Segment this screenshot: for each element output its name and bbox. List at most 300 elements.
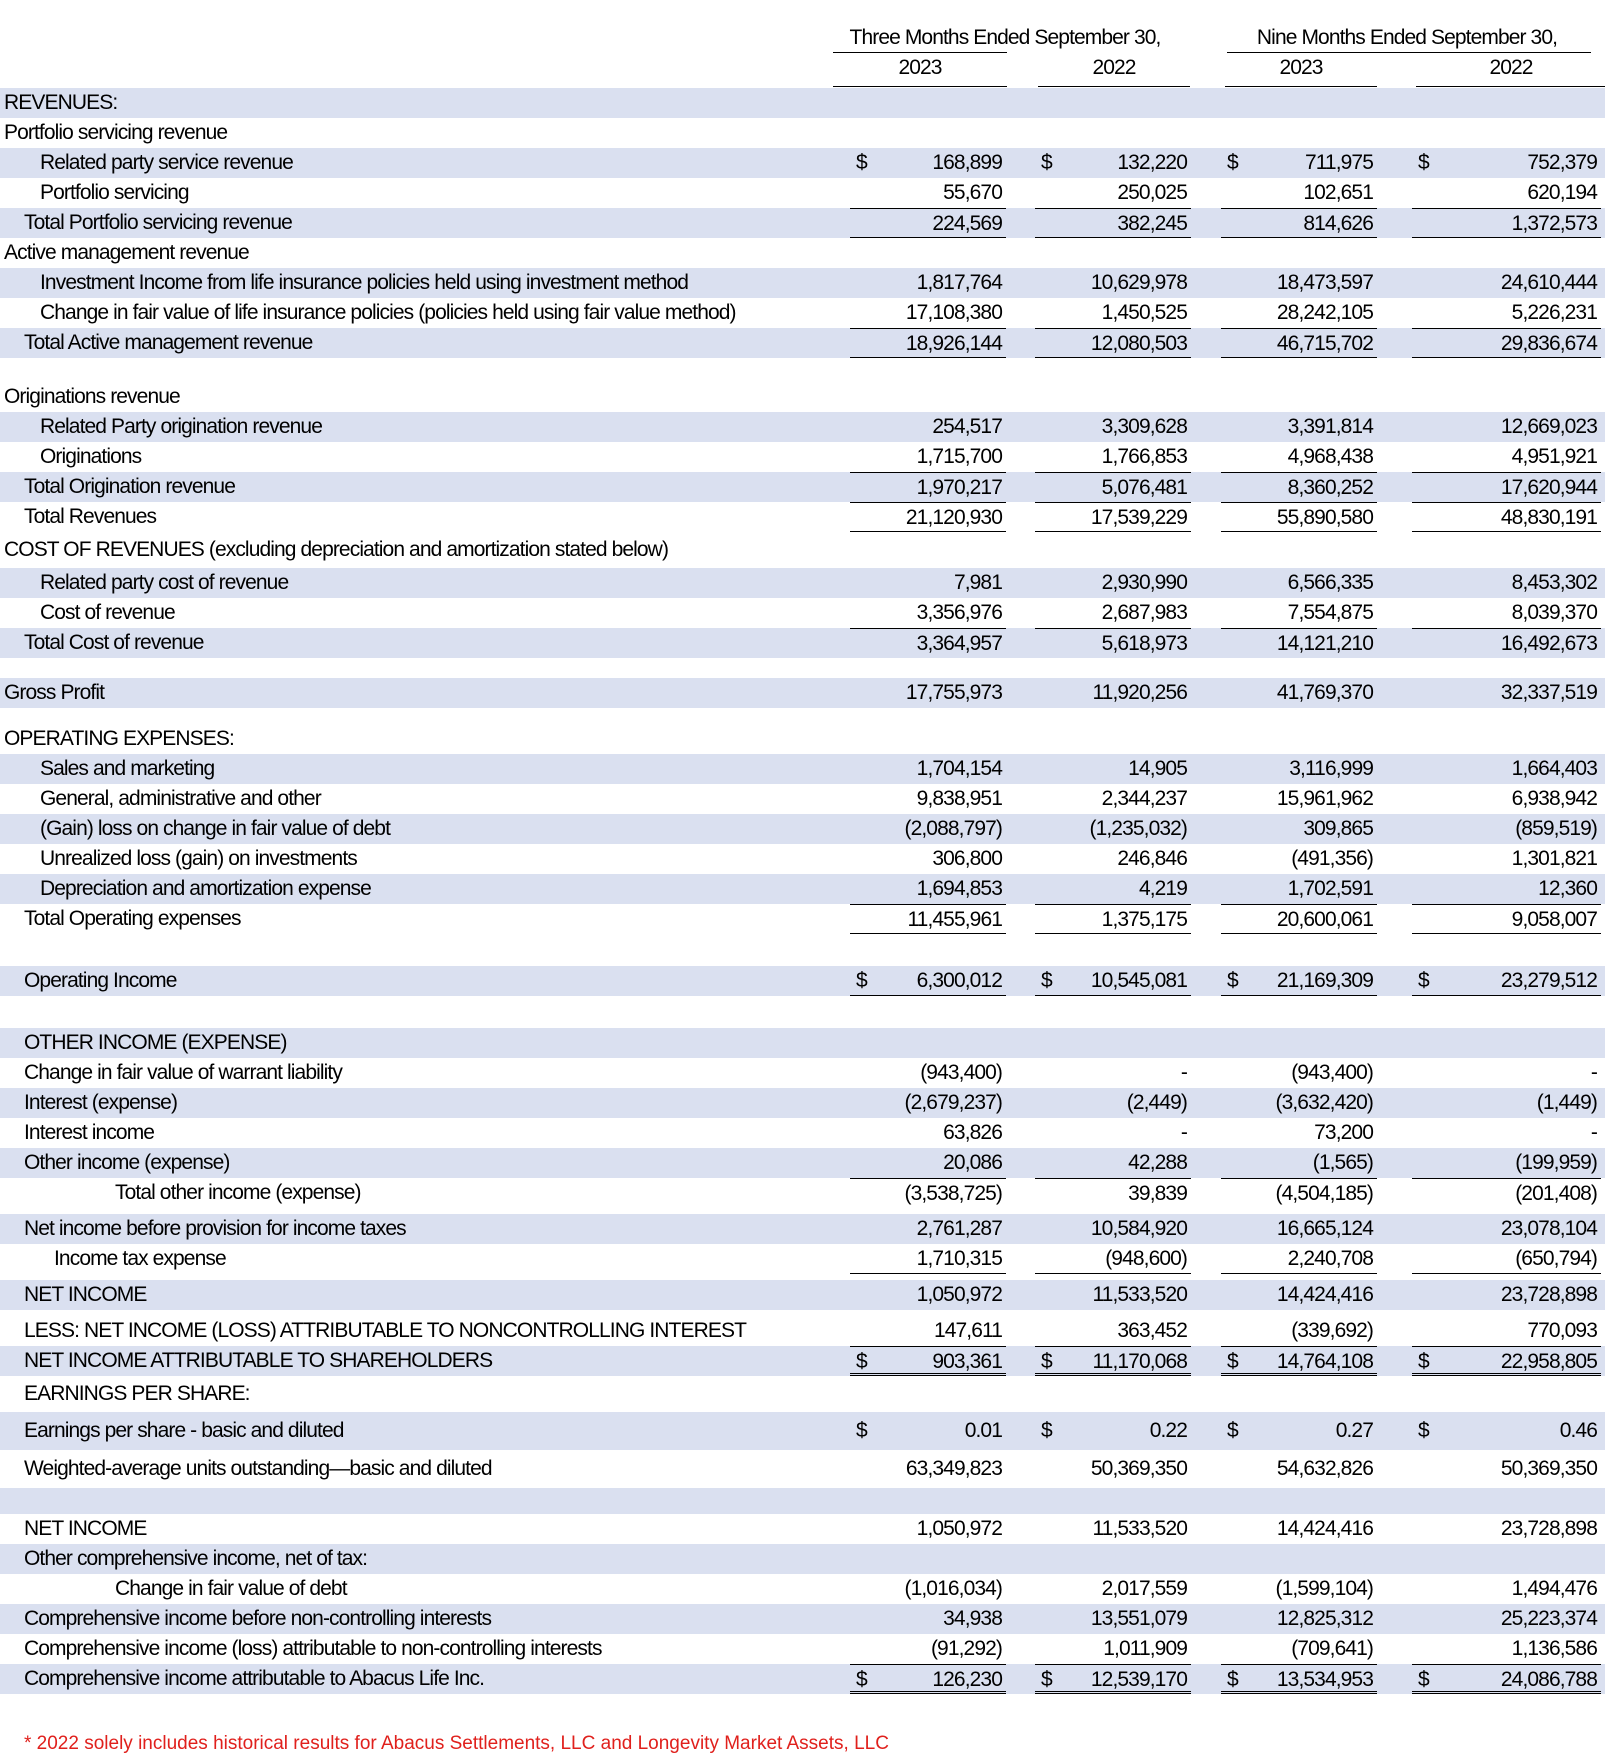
row-label: Total Active management revenue (24, 331, 313, 354)
cell-value: 10,629,978 (1090, 271, 1187, 294)
value-cell (1412, 442, 1601, 472)
value-cell (850, 1574, 1006, 1604)
cell-value: 1,702,591 (1287, 877, 1373, 900)
value-cell (1035, 1514, 1191, 1544)
cell-value: (1,235,032) (1089, 817, 1187, 840)
statement-row (0, 1244, 1605, 1274)
value-cell (1412, 568, 1601, 598)
statement-row (0, 1058, 1605, 1088)
value-cell (850, 178, 1006, 208)
row-label: Total Revenues (24, 505, 157, 528)
cell-value: 8,360,252 (1287, 476, 1373, 499)
header-year: 2022 (1092, 56, 1136, 79)
cell-value: 12,825,312 (1276, 1607, 1373, 1630)
cell-value: 6,566,335 (1287, 571, 1373, 594)
value-cell (1412, 1214, 1601, 1244)
value-cell (850, 754, 1006, 784)
cell-value: 16,492,673 (1500, 632, 1597, 655)
cell-value: (339,692) (1291, 1319, 1373, 1342)
cell-value: 18,473,597 (1276, 271, 1373, 294)
value-cell (1035, 678, 1191, 708)
value-cell (850, 412, 1006, 442)
cell-value: 12,080,503 (1090, 332, 1187, 355)
statement-row (0, 328, 1605, 358)
cell-value: 1,694,853 (916, 877, 1002, 900)
cell-value: 18,926,144 (905, 332, 1002, 355)
cell-value: 21,120,930 (905, 506, 1002, 529)
cell-value: 14,424,416 (1276, 1283, 1373, 1306)
cell-value: 0.22 (1149, 1419, 1187, 1442)
value-cell (1221, 298, 1377, 328)
value-cell (1412, 472, 1601, 502)
statement-row (0, 1450, 1605, 1488)
value-cell (1221, 598, 1377, 628)
spacer-row (0, 996, 1605, 1028)
dollar-sign: $ (1041, 1419, 1052, 1442)
value-cell (1412, 966, 1601, 996)
value-cell (1412, 904, 1601, 934)
statement-row (0, 178, 1605, 208)
cell-value: - (1180, 1061, 1187, 1084)
value-cell (850, 1412, 1006, 1450)
dollar-sign: $ (856, 1419, 867, 1442)
cell-value: 14,424,416 (1276, 1517, 1373, 1540)
header-year: 2023 (1279, 56, 1323, 79)
cell-value: 11,533,520 (1092, 1283, 1187, 1306)
cell-value: (199,959) (1515, 1151, 1597, 1174)
value-cell (1035, 412, 1191, 442)
cell-value: 1,715,700 (916, 445, 1002, 468)
dollar-sign: $ (1418, 1419, 1429, 1442)
statement-row (0, 148, 1605, 178)
cell-value: 3,364,957 (916, 632, 1002, 655)
cell-value: 13,551,079 (1090, 1607, 1187, 1630)
row-label: Cost of revenue (40, 601, 175, 624)
value-cell (850, 1634, 1006, 1664)
statement-row (0, 442, 1605, 472)
header-rule (1038, 86, 1190, 87)
cell-value: 50,369,350 (1090, 1457, 1187, 1480)
row-label: Total Portfolio servicing revenue (24, 211, 292, 234)
cell-value: 903,361 (932, 1350, 1002, 1373)
value-cell (1221, 472, 1377, 502)
dollar-sign: $ (1041, 151, 1052, 174)
statement-row (0, 628, 1605, 658)
value-cell (850, 1346, 1006, 1376)
cell-value: 11,533,520 (1092, 1517, 1187, 1540)
cell-value: 17,755,973 (905, 681, 1002, 704)
cell-value: (491,356) (1291, 847, 1373, 870)
statement-row (0, 874, 1605, 904)
value-cell (1412, 784, 1601, 814)
value-cell (850, 628, 1006, 658)
value-cell (1035, 328, 1191, 358)
cell-value: 752,379 (1527, 151, 1597, 174)
cell-value: (2,088,797) (904, 817, 1002, 840)
statement-row (0, 382, 1605, 412)
cell-value: 32,337,519 (1500, 681, 1597, 704)
value-cell (1412, 1280, 1601, 1310)
cell-value: 1,372,573 (1511, 212, 1597, 235)
cell-value: 50,369,350 (1500, 1457, 1597, 1480)
statement-row (0, 1412, 1605, 1450)
value-cell (1412, 1316, 1601, 1346)
value-cell (1412, 844, 1601, 874)
value-cell (1221, 1280, 1377, 1310)
value-cell (1035, 754, 1191, 784)
value-cell (850, 1088, 1006, 1118)
value-cell (850, 784, 1006, 814)
value-cell (850, 208, 1006, 238)
row-label: OPERATING EXPENSES: (4, 727, 234, 750)
cell-value: 1,664,403 (1511, 757, 1597, 780)
statement-row (0, 598, 1605, 628)
row-label: Income tax expense (54, 1247, 226, 1270)
value-cell (1221, 1058, 1377, 1088)
cell-value: 1,817,764 (916, 271, 1002, 294)
value-cell (1221, 568, 1377, 598)
footnote: * 2022 solely includes historical results for Abacus Settlements, LLC and Longevity Market Assets, LLC (24, 1733, 889, 1754)
cell-value: 12,669,023 (1500, 415, 1597, 438)
cell-value: (1,016,034) (904, 1577, 1002, 1600)
cell-value: 6,300,012 (916, 969, 1002, 992)
header-rule (1225, 86, 1377, 87)
cell-value: 309,865 (1303, 817, 1373, 840)
value-cell (1035, 1178, 1191, 1208)
cell-value: 2,017,559 (1101, 1577, 1187, 1600)
cell-value: (943,400) (920, 1061, 1002, 1084)
cell-value: 382,245 (1117, 212, 1187, 235)
cell-value: 250,025 (1117, 181, 1187, 204)
cell-value: 63,826 (943, 1121, 1002, 1144)
value-cell (1035, 904, 1191, 934)
statement-row (0, 904, 1605, 934)
cell-value: (1,565) (1312, 1151, 1373, 1174)
row-shading (0, 1488, 1605, 1514)
row-label: (Gain) loss on change in fair value of debt (40, 817, 391, 840)
statement-row (0, 1214, 1605, 1244)
cell-value: 54,632,826 (1276, 1457, 1373, 1480)
value-cell (850, 148, 1006, 178)
cell-value: 1,710,315 (916, 1247, 1002, 1270)
cell-value: 73,200 (1314, 1121, 1373, 1144)
value-cell (1035, 472, 1191, 502)
row-label: Gross Profit (4, 681, 105, 704)
row-label: Depreciation and amortization expense (40, 877, 371, 900)
value-cell (850, 678, 1006, 708)
value-cell (1035, 502, 1191, 532)
cell-value: 0.46 (1559, 1419, 1597, 1442)
value-cell (850, 472, 1006, 502)
row-label: Originations revenue (4, 385, 180, 408)
cell-value: - (1590, 1061, 1597, 1084)
row-label: Other income (expense) (24, 1151, 230, 1174)
value-cell (1035, 1280, 1191, 1310)
cell-value: - (1590, 1121, 1597, 1144)
cell-value: 23,279,512 (1500, 969, 1597, 992)
row-label: Total other income (expense) (115, 1181, 361, 1204)
cell-value: 0.01 (964, 1419, 1002, 1442)
cell-value: 42,288 (1128, 1151, 1187, 1174)
statement-row (0, 118, 1605, 148)
cell-value: 126,230 (932, 1668, 1002, 1691)
cell-value: 2,344,237 (1101, 787, 1187, 810)
statement-row (0, 678, 1605, 708)
cell-value: 23,728,898 (1500, 1517, 1597, 1540)
value-cell (1412, 1634, 1601, 1664)
cell-value: 23,728,898 (1500, 1283, 1597, 1306)
value-cell (1035, 844, 1191, 874)
value-cell (1412, 1412, 1601, 1450)
cell-value: 10,545,081 (1090, 969, 1187, 992)
cell-value: 246,846 (1117, 847, 1187, 870)
cell-value: 17,620,944 (1500, 476, 1597, 499)
statement-row (0, 754, 1605, 784)
value-cell (1221, 874, 1377, 904)
cell-value: 20,086 (943, 1151, 1002, 1174)
cell-value: 8,453,302 (1511, 571, 1597, 594)
cell-value: (2,449) (1126, 1091, 1187, 1114)
row-label: Earnings per share - basic and diluted (24, 1419, 344, 1442)
cell-value: (3,632,420) (1275, 1091, 1373, 1114)
value-cell (1412, 178, 1601, 208)
row-shading (0, 88, 1605, 118)
value-cell (1412, 328, 1601, 358)
cell-value: 55,890,580 (1276, 506, 1373, 529)
cell-value: 14,764,108 (1276, 1350, 1373, 1373)
cell-value: 3,356,976 (916, 601, 1002, 624)
dollar-sign: $ (1418, 1668, 1429, 1691)
dollar-sign: $ (1041, 1350, 1052, 1373)
row-label: Interest income (24, 1121, 155, 1144)
spacer-row (0, 358, 1605, 382)
value-cell (1221, 148, 1377, 178)
cell-value: 14,121,210 (1276, 632, 1373, 655)
value-cell (1035, 208, 1191, 238)
cell-value: 2,240,708 (1287, 1247, 1373, 1270)
statement-row (0, 1178, 1605, 1208)
header-three-months: Three Months Ended September 30, (849, 26, 1161, 49)
value-cell (1412, 754, 1601, 784)
cell-value: 55,670 (943, 181, 1002, 204)
value-cell (1221, 1118, 1377, 1148)
statement-row (0, 1028, 1605, 1058)
cell-value: 63,349,823 (905, 1457, 1002, 1480)
spacer-row (0, 658, 1605, 678)
row-label: Related party service revenue (40, 151, 293, 174)
value-cell (1221, 1088, 1377, 1118)
statement-row (0, 844, 1605, 874)
value-cell (1035, 1148, 1191, 1178)
value-cell (1035, 1058, 1191, 1088)
value-cell (1412, 814, 1601, 844)
value-cell (850, 844, 1006, 874)
row-label: Total Operating expenses (24, 907, 241, 930)
value-cell (850, 874, 1006, 904)
cell-value: 5,226,231 (1511, 301, 1597, 324)
row-label: Change in fair value of debt (115, 1577, 347, 1600)
cell-value: 224,569 (932, 212, 1002, 235)
value-cell (1035, 966, 1191, 996)
value-cell (850, 568, 1006, 598)
header-rule (1416, 86, 1605, 87)
dollar-sign: $ (1041, 1668, 1052, 1691)
row-label: Interest (expense) (24, 1091, 178, 1114)
dollar-sign: $ (1227, 969, 1238, 992)
value-cell (1035, 268, 1191, 298)
value-cell (1412, 148, 1601, 178)
value-cell (1035, 1574, 1191, 1604)
value-cell (1412, 598, 1601, 628)
value-cell (1221, 678, 1377, 708)
statement-row (0, 1148, 1605, 1178)
statement-row (0, 298, 1605, 328)
cell-value: 39,839 (1128, 1182, 1187, 1205)
cell-value: 24,086,788 (1500, 1668, 1597, 1691)
value-cell (1412, 1244, 1601, 1274)
cell-value: 10,584,920 (1090, 1217, 1187, 1240)
cell-value: 25,223,374 (1500, 1607, 1597, 1630)
cell-value: 3,309,628 (1101, 415, 1187, 438)
value-cell (1035, 298, 1191, 328)
cell-value: 306,800 (932, 847, 1002, 870)
cell-value: 2,930,990 (1101, 571, 1187, 594)
value-cell (1035, 148, 1191, 178)
cell-value: 9,838,951 (916, 787, 1002, 810)
value-cell (1412, 1346, 1601, 1376)
statement-row (0, 88, 1605, 118)
value-cell (1412, 1574, 1601, 1604)
value-cell (1035, 1088, 1191, 1118)
cell-value: (2,679,237) (904, 1091, 1002, 1114)
row-label: Comprehensive income (loss) attributable to non-controlling interests (24, 1637, 602, 1660)
cell-value: 20,600,061 (1276, 908, 1373, 931)
statement-row (0, 472, 1605, 502)
cell-value: (943,400) (1291, 1061, 1373, 1084)
dollar-sign: $ (1227, 1350, 1238, 1373)
value-cell (1412, 1118, 1601, 1148)
value-cell (1412, 1088, 1601, 1118)
value-cell (850, 1604, 1006, 1634)
value-cell (1221, 1178, 1377, 1208)
cell-value: 28,242,105 (1276, 301, 1373, 324)
cell-value: 14,905 (1128, 757, 1187, 780)
value-cell (850, 1514, 1006, 1544)
cell-value: (948,600) (1105, 1247, 1187, 1270)
value-cell (1412, 208, 1601, 238)
row-label: OTHER INCOME (EXPENSE) (24, 1031, 287, 1054)
value-cell (1221, 1604, 1377, 1634)
value-cell (1035, 178, 1191, 208)
cell-value: 0.27 (1335, 1419, 1373, 1442)
value-cell (1221, 904, 1377, 934)
row-label: Sales and marketing (40, 757, 215, 780)
value-cell (1221, 1244, 1377, 1274)
value-cell (1412, 1604, 1601, 1634)
value-cell (1035, 1604, 1191, 1634)
statement-row (0, 568, 1605, 598)
row-label: General, administrative and other (40, 787, 321, 810)
row-label: Comprehensive income before non-controlling interests (24, 1607, 492, 1630)
value-cell (1035, 1214, 1191, 1244)
statement-row (0, 784, 1605, 814)
value-cell (850, 598, 1006, 628)
value-cell (1221, 784, 1377, 814)
statement-row (0, 502, 1605, 532)
row-label: Change in fair value of life insurance policies (policies held using fair value method) (40, 301, 736, 324)
statement-row (0, 1316, 1605, 1346)
cell-value: 102,651 (1303, 181, 1373, 204)
value-cell (850, 1118, 1006, 1148)
value-cell (1221, 1664, 1377, 1694)
cell-value: 3,116,999 (1289, 757, 1373, 780)
value-cell (1221, 628, 1377, 658)
statement-row (0, 814, 1605, 844)
row-label: NET INCOME (24, 1283, 147, 1306)
cell-value: 4,219 (1138, 877, 1187, 900)
row-label: Unrealized loss (gain) on investments (40, 847, 357, 870)
cell-value: 4,968,438 (1287, 445, 1373, 468)
value-cell (1221, 328, 1377, 358)
row-label: EARNINGS PER SHARE: (24, 1382, 250, 1405)
value-cell (1035, 1412, 1191, 1450)
value-cell (1412, 268, 1601, 298)
cell-value: 24,610,444 (1500, 271, 1597, 294)
cell-value: 48,830,191 (1500, 506, 1597, 529)
row-label: Change in fair value of warrant liability (24, 1061, 342, 1084)
value-cell (1221, 1574, 1377, 1604)
value-cell (1412, 1148, 1601, 1178)
statement-row (0, 1664, 1605, 1694)
row-label: Related Party origination revenue (40, 415, 322, 438)
value-cell (1412, 1178, 1601, 1208)
row-label: Portfolio servicing (40, 181, 189, 204)
cell-value: (709,641) (1291, 1637, 1373, 1660)
value-cell (1221, 178, 1377, 208)
statement-row (0, 1280, 1605, 1310)
cell-value: 9,058,007 (1511, 908, 1597, 931)
value-cell (850, 1316, 1006, 1346)
value-cell (850, 1058, 1006, 1088)
statement-row (0, 268, 1605, 298)
statement-row (0, 238, 1605, 268)
dollar-sign: $ (1227, 151, 1238, 174)
cell-value: 7,981 (953, 571, 1002, 594)
cell-value: 2,687,983 (1101, 601, 1187, 624)
row-label: Portfolio servicing revenue (4, 121, 228, 144)
value-cell (1412, 502, 1601, 532)
row-label: COST OF REVENUES (excluding depreciation and amortization stated below) (4, 538, 669, 561)
cell-value: 41,769,370 (1276, 681, 1373, 704)
value-cell (1035, 784, 1191, 814)
header-rule (1227, 52, 1591, 53)
cell-value: (3,538,725) (904, 1182, 1002, 1205)
cell-value: 34,938 (943, 1607, 1002, 1630)
cell-value: 16,665,124 (1276, 1217, 1373, 1240)
cell-value: 1,050,972 (916, 1283, 1002, 1306)
spacer-row (0, 1488, 1605, 1514)
row-label: Total Origination revenue (24, 475, 235, 498)
cell-value: 1,494,476 (1511, 1577, 1597, 1600)
statement-row (0, 412, 1605, 442)
statement-row (0, 1634, 1605, 1664)
cell-value: 711,975 (1304, 151, 1373, 174)
spacer-row (0, 708, 1605, 724)
cell-value: 11,920,256 (1092, 681, 1187, 704)
value-cell (1412, 1058, 1601, 1088)
header-rule (833, 86, 1007, 87)
value-cell (850, 1214, 1006, 1244)
